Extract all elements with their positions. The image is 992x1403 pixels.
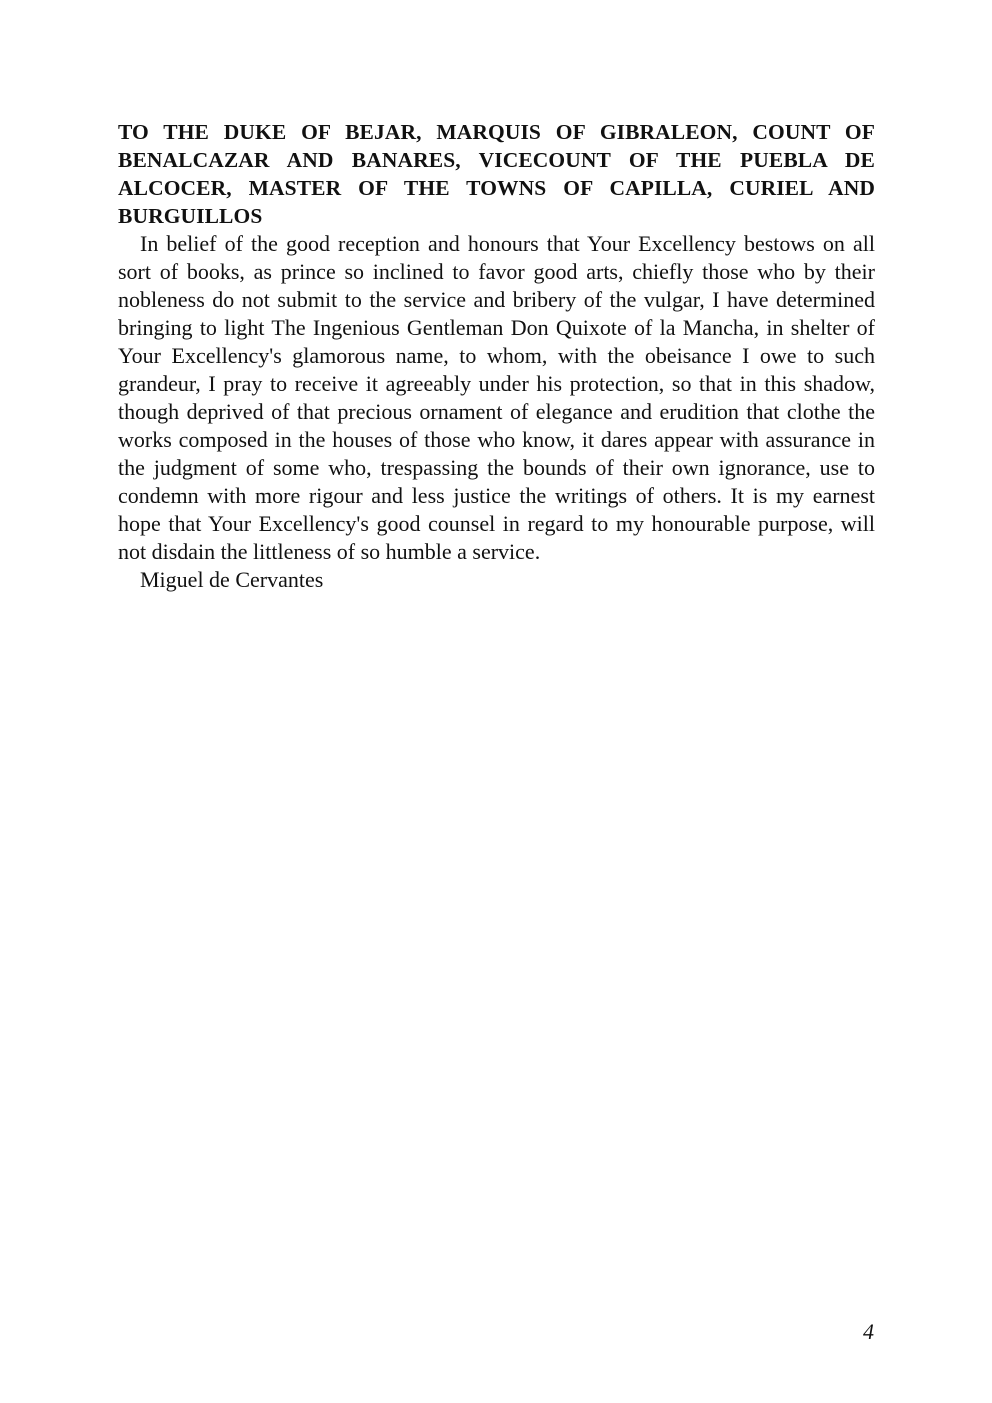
dedication-heading: TO THE DUKE OF BEJAR, MARQUIS OF GIBRALEON, COUNT OF BENALCAZAR AND BANARES, VICECOUNT OF THE PUEBLA DE ALCOCER, MASTER OF THE TOWNS OF CAPILLA, CURIEL AND BURGUILLOS [118, 120, 875, 228]
page-number: 4 [863, 1319, 874, 1344]
page-content [118, 118, 875, 594]
dedication-body: In belief of the good reception and honours that Your Excellency bestows on all sort of books, as prince so inclined to favor good arts, chiefly those who by their nobleness do not submit to the service and bribery of the vulgar, I have determined bringing to light The Ingenious Gentleman Don Quixote of la Mancha, in shelter of Your Excellency's glamorous name, to whom, with the obeisance I owe to such grandeur, I pray to receive it agreeably under his protection, so that in this shadow, though deprived of that precious ornament of elegance and erudition that clothe the works composed in the houses of those who know, it dares appear with assurance in the judgment of some who, trespassing the bounds of their own ignorance, use to condemn with more rigour and less justice the writings of others. It is my earnest hope that Your Excellency's good counsel in regard to my honourable purpose, will not disdain the littleness of so humble a service. [118, 231, 875, 564]
author-signature: Miguel de Cervantes [140, 567, 324, 592]
